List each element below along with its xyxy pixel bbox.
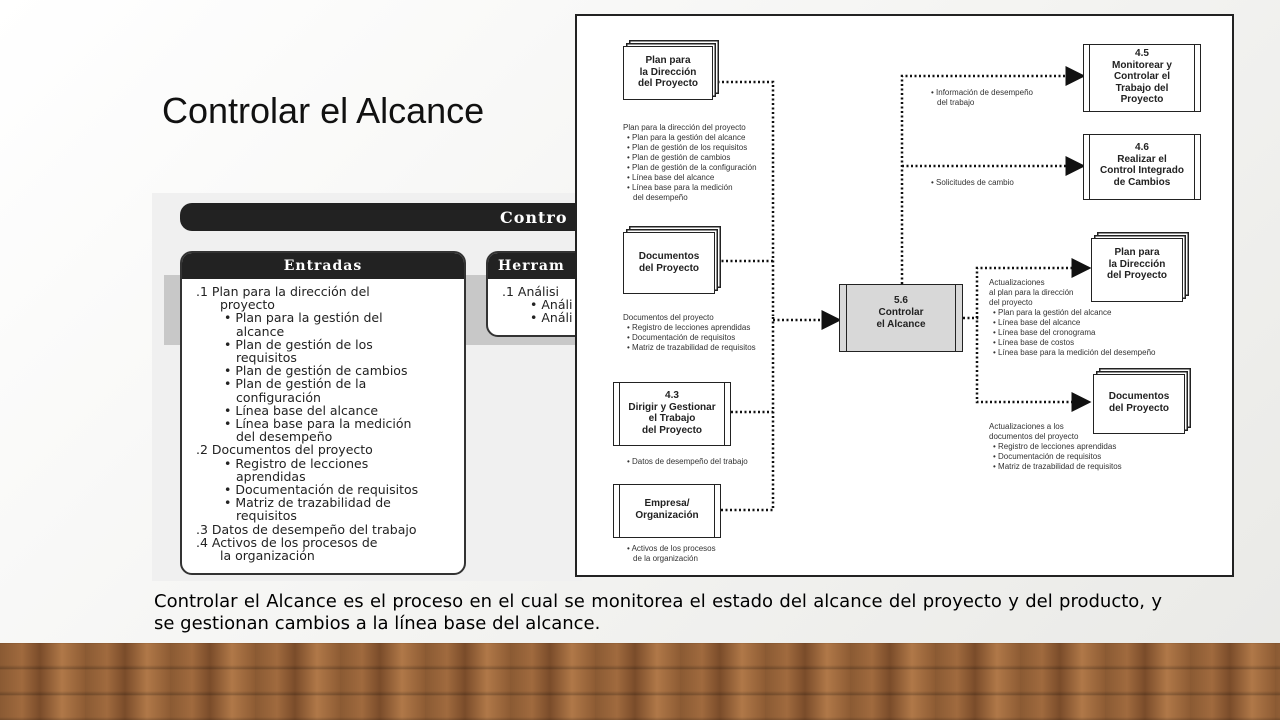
inputs-list-line: • Plan de gestión de cambios — [196, 364, 458, 377]
label-item: • Activos de los procesos — [623, 544, 716, 554]
node-text: de Cambios — [1113, 176, 1171, 188]
label-item: • Plan para la gestión del alcance — [989, 308, 1155, 318]
inputs-list-line: .4 Activos de los procesos de — [196, 534, 378, 550]
label-item: • Registro de lecciones aprendidas — [989, 442, 1122, 452]
node-text: del Proyecto — [641, 424, 703, 436]
node-text: Controlar — [878, 307, 924, 318]
label-text: Actualizaciones a los — [989, 422, 1064, 431]
wood-floor-decoration — [0, 643, 1280, 720]
empresa-organizacion-box — [613, 484, 721, 538]
label-text: documentos del proyecto — [989, 432, 1079, 441]
inputs-box — [180, 251, 466, 575]
node-text: Realizar el — [1117, 153, 1167, 165]
realizar-control-integrado-box — [1083, 134, 1201, 200]
process-title-bar — [180, 203, 582, 231]
label-text: Plan para la dirección del proyecto — [623, 123, 746, 132]
plan-direccion-input-doc — [623, 46, 713, 100]
documentos-input-doc — [623, 232, 715, 294]
inputs-list-line: requisitos — [236, 508, 297, 524]
node-text: del Proyecto — [638, 262, 700, 274]
label-item: • Línea base del cronograma — [989, 328, 1155, 338]
label-item: • Matriz de trazabilidad de requisitos — [623, 343, 756, 353]
process-diagram — [575, 14, 1234, 577]
node-text: Plan para — [645, 55, 691, 66]
label-item: • Plan de gestión de la configuración — [623, 163, 757, 173]
node-text: Dirigir y Gestionar — [628, 401, 716, 413]
inputs-list-line: • Línea base del alcance — [196, 404, 458, 417]
label-text: al plan para la dirección — [989, 288, 1074, 297]
plan-input-label — [623, 123, 757, 203]
label-item: • Documentación de requisitos — [623, 333, 756, 343]
node-text: Documentos — [638, 251, 700, 262]
inputs-list-line: la organización — [220, 548, 315, 564]
inputs-list-line: • Línea base para la medición — [196, 417, 458, 430]
tools-list — [502, 285, 582, 325]
label-text: Documentos del proyecto — [623, 313, 714, 322]
node-text: Monitorear y — [1111, 59, 1172, 71]
inputs-list-line: • Documentación de requisitos — [196, 483, 458, 496]
node-text: 5.6 — [894, 295, 908, 306]
label-item: • Línea base del alcance — [623, 173, 757, 183]
inputs-header: Entradas — [182, 253, 464, 279]
node-text: Documentos — [1108, 391, 1170, 402]
label-text: Actualizaciones — [989, 278, 1045, 287]
tools-box — [486, 251, 582, 337]
docs-output-label — [989, 422, 1122, 472]
docs-input-label — [623, 313, 756, 353]
label-item: • Línea base de costos — [989, 338, 1155, 348]
empresa-label — [623, 544, 716, 564]
node-text: del Proyecto — [1106, 270, 1168, 281]
label-text: del proyecto — [989, 298, 1033, 307]
node-text: 4.6 — [1135, 142, 1149, 153]
label-item: • Datos de desempeño del trabajo — [623, 457, 748, 467]
node-text: la Dirección — [1108, 258, 1166, 270]
tools-item: .1 Análisi — [502, 284, 559, 299]
tools-item: • Análi — [502, 311, 582, 324]
realizar-label — [927, 178, 1014, 188]
node-text: del Proyecto — [637, 78, 699, 89]
inputs-list-line: configuración — [236, 389, 321, 405]
inputs-list-line: alcance — [236, 323, 285, 339]
node-text: Control Integrado — [1100, 165, 1184, 176]
inputs-list-line: .1 Plan para la dirección del — [196, 284, 370, 299]
label-item: • Línea base para la medición del desempeño — [989, 348, 1155, 358]
node-text: del Proyecto — [1108, 402, 1170, 414]
node-text: Plan para — [1114, 247, 1160, 258]
plan-output-label — [989, 278, 1155, 358]
inputs-list-line: del desempeño — [236, 429, 333, 445]
label-item: • Información de desempeño — [927, 88, 1033, 98]
label-item: de la organización — [633, 554, 698, 563]
slide-caption: Controlar el Alcance es el proceso en el cual se monitorea el estado del alcance del proyecto y del producto, y se gestionan cambios a la línea base del alcance. — [154, 591, 1162, 634]
inputs-list-line: .2 Documentos del proyecto — [196, 442, 373, 458]
inputs-list-line: • Registro de lecciones — [196, 457, 458, 470]
tools-header: Herram — [488, 253, 582, 279]
inputs-list-line: proyecto — [220, 297, 275, 313]
inputs-list-line: • Plan para la gestión del — [196, 311, 458, 324]
node-text: Controlar el — [1113, 71, 1171, 82]
inputs-screenshot — [152, 193, 582, 581]
label-item: • Plan para la gestión del alcance — [623, 133, 757, 143]
node-text: Trabajo del — [1115, 82, 1169, 94]
label-item: del trabajo — [937, 98, 975, 107]
tools-item: • Análi — [502, 298, 582, 311]
monitorear-label — [927, 88, 1033, 108]
monitorear-controlar-box — [1083, 44, 1201, 112]
label-item: • Plan de gestión de los requisitos — [623, 143, 757, 153]
inputs-list-line: • Matriz de trazabilidad de — [196, 496, 458, 509]
label-item: • Solicitudes de cambio — [927, 178, 1014, 188]
dirigir-label — [623, 457, 748, 467]
label-item: del desempeño — [633, 193, 688, 202]
node-text: el Trabajo — [648, 413, 696, 424]
node-text: 4.5 — [1135, 48, 1149, 59]
node-text: 4.3 — [665, 390, 679, 401]
label-item: • Línea base del alcance — [989, 318, 1155, 328]
inputs-list — [196, 285, 458, 562]
label-item: • Plan de gestión de cambios — [623, 153, 757, 163]
node-text: Organización — [635, 509, 699, 521]
inputs-list-line: requisitos — [236, 350, 297, 366]
label-item: • Matriz de trazabilidad de requisitos — [989, 462, 1122, 472]
node-text: el Alcance — [876, 319, 926, 330]
inputs-list-line: aprendidas — [236, 468, 306, 484]
inputs-list-line: • Plan de gestión de los — [196, 338, 458, 351]
slide-title: Controlar el Alcance — [162, 90, 485, 131]
dirigir-gestionar-box — [613, 382, 731, 446]
inputs-list-line: • Plan de gestión de la — [196, 377, 458, 390]
node-text: Proyecto — [1120, 94, 1164, 105]
process-title-bar-text: Contro — [500, 208, 568, 227]
node-text: Empresa/ — [644, 498, 690, 509]
label-item: • Registro de lecciones aprendidas — [623, 323, 756, 333]
node-text: la Dirección — [639, 66, 697, 78]
inputs-list-line: .3 Datos de desempeño del trabajo — [196, 521, 417, 537]
label-item: • Documentación de requisitos — [989, 452, 1122, 462]
label-item: • Línea base para la medición — [623, 183, 757, 193]
controlar-alcance-process-box — [839, 284, 963, 352]
